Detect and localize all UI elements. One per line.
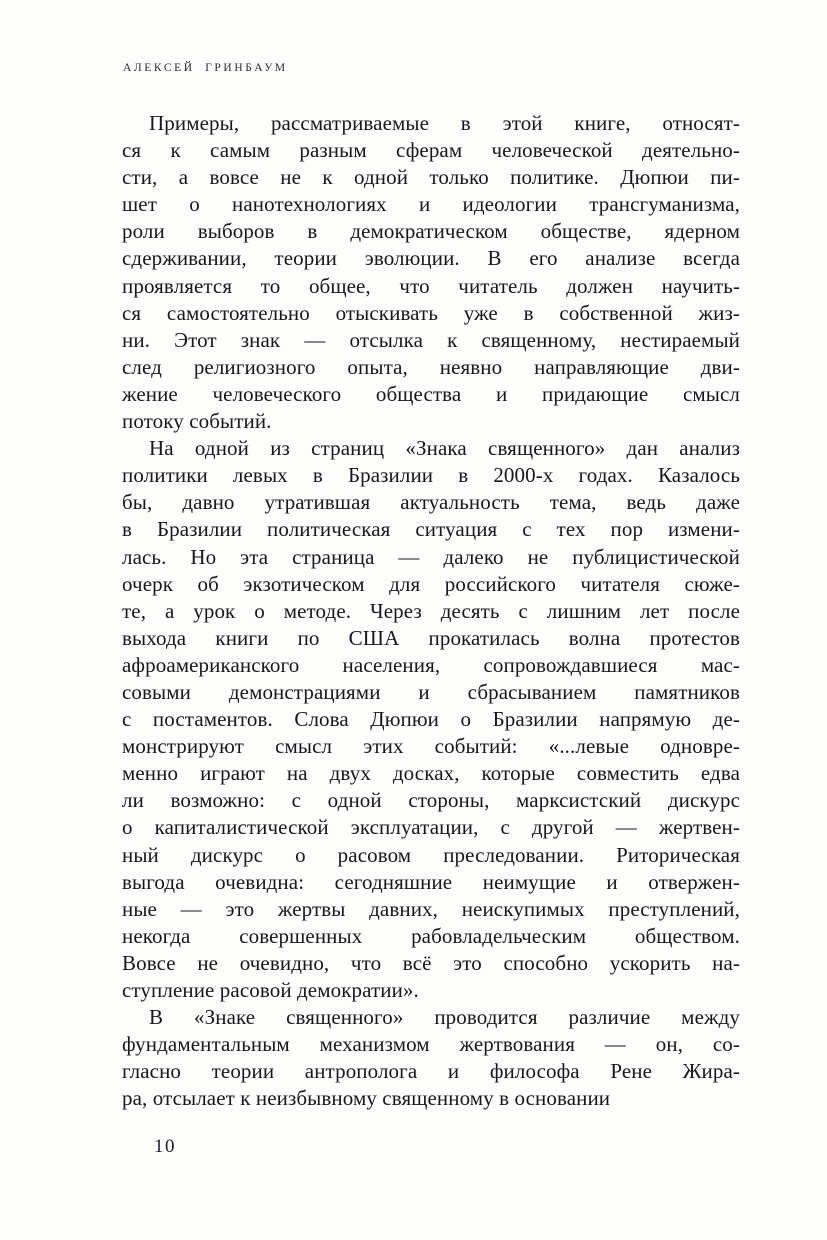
text-line: На одной из страниц «Знака священного» дан анализ [149, 436, 740, 461]
text-line: ные — это жертвы давних, неискупимых преступлений, [122, 896, 740, 921]
text-line: выхода книги по США прокатилась волна протестов [122, 625, 740, 650]
text-line: ли возможно: с одной стороны, марксистский дискурс [122, 788, 740, 813]
text-line: ный дискурс о расовом преследовании. Риторическая [122, 842, 740, 867]
text-line: гласно теории антрополога и философа Рене Жира- [122, 1059, 740, 1084]
text-line: жение человеческого общества и придающие смысл [122, 381, 740, 406]
text-line: в Бразилии политическая ситуация с тех пор измени- [122, 517, 740, 542]
text-line: афроамериканского населения, сопровождавшиеся мас- [122, 652, 740, 677]
text-line: лась. Но эта страница — далеко не публицистической [122, 544, 740, 569]
text-line: Вовсе не очевидно, что всё это способно ускорить на- [122, 950, 740, 975]
text-line: след религиозного опыта, неявно направляющие дви- [122, 354, 740, 379]
text-line: шет о нанотехнологиях и идеологии трансгуманизма, [122, 192, 740, 217]
text-line: роли выборов в демократическом обществе, ядерном [122, 219, 740, 244]
text-line: Примеры, рассматриваемые в этой книге, относят- [149, 111, 740, 135]
text-line: те, а урок о методе. Через десять с лишним лет после [122, 598, 740, 623]
text-line: сдерживании, теории эволюции. В его анализе всегда [122, 246, 740, 271]
text-line: бы, давно утратившая актуальность тема, ведь даже [122, 490, 740, 515]
text-line: выгода очевидна: сегодняшние неимущие и отвержен- [122, 869, 740, 894]
text-line: политики левых в Бразилии в 2000-х годах. Казалось [122, 463, 740, 488]
page-number: 10 [154, 1136, 176, 1157]
text-line: некогда совершенных рабовладельческим обществом. [122, 923, 740, 948]
text-line: совыми демонстрациями и сбрасыванием памятников [122, 679, 740, 704]
text-line: проявляется то общее, что читатель должен научить- [122, 273, 740, 298]
text-line: ся самостоятельно отыскивать уже в собственной жиз- [122, 300, 740, 325]
text-line: о капиталистической эксплуатации, с другой — жертвен- [122, 815, 740, 840]
running-head-author: АЛЕКСЕЙ ГРИНБАУМ [123, 62, 288, 74]
text-line: В «Знаке священного» проводится различие между [149, 1005, 740, 1030]
paragraph [122, 1004, 740, 1112]
text-line: монстрируют смысл этих событий: «...левые одновре- [122, 734, 740, 759]
text-line: ни. Этот знак — отсылка к священному, нестираемый [122, 327, 740, 352]
text-line: очерк об экзотическом для российского читателя сюже- [122, 571, 740, 596]
body-text [122, 110, 740, 1112]
paragraph [122, 435, 740, 1004]
text-line: фундаментальным механизмом жертвования — он, со- [122, 1032, 740, 1057]
paragraph [122, 110, 740, 435]
text-line: ра, отсылает к неизбывному священному в основании [122, 1086, 611, 1111]
text-line: с постаментов. Слова Дюпюи о Бразилии напрямую де- [122, 707, 740, 732]
text-line: ся к самым разным сферам человеческой деятельно- [122, 138, 740, 163]
text-line: менно играют на двух досках, которые совместить едва [122, 761, 740, 786]
text-line: ступление расовой демократии». [122, 978, 419, 1002]
text-line: потоку событий. [122, 409, 272, 434]
text-line: сти, а вовсе не к одной только политике. Дюпюи пи- [122, 165, 740, 190]
